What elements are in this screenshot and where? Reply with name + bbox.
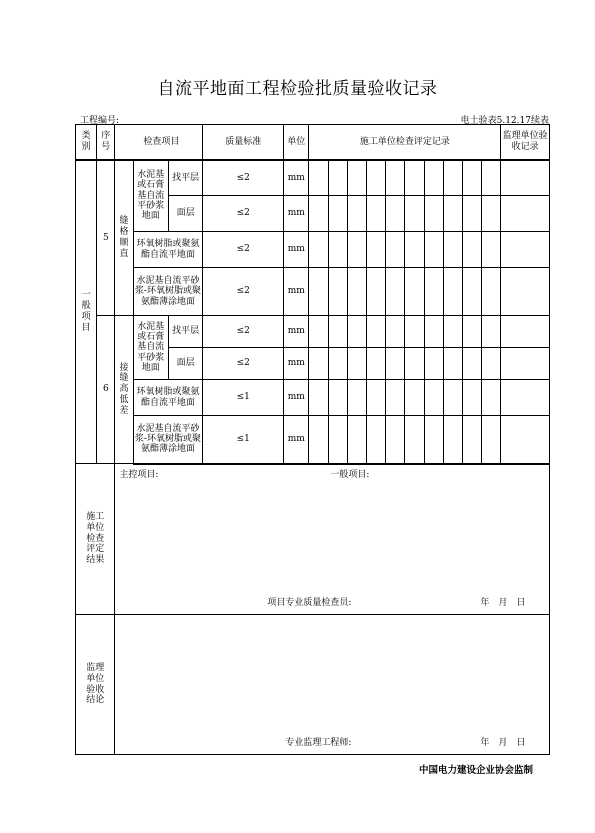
construction-result-label: 施工单位检查评定结果 (76, 464, 115, 615)
record-cell[interactable] (424, 348, 443, 380)
record-cell[interactable] (328, 232, 347, 268)
page-title: 自流平地面工程检验批质量验收记录 (157, 79, 438, 99)
record-cell[interactable] (347, 196, 366, 232)
item-cement-epoxy-thin-coat: 水泥基自流平砂浆-环氧树脂或聚氨酯薄涂地面 (133, 268, 203, 316)
record-cell[interactable] (309, 380, 328, 416)
supervision-conclusion-area[interactable] (115, 615, 550, 755)
record-cell[interactable] (443, 232, 462, 268)
category-general: 一般项目 (76, 160, 97, 464)
inspection-table (75, 124, 550, 755)
standard: ≤1 (203, 380, 284, 416)
record-cell[interactable] (309, 416, 328, 464)
record-cell[interactable] (386, 416, 405, 464)
footer-issuer: 中国电力建设企业协会监制 (418, 765, 533, 776)
record-cell[interactable] (386, 232, 405, 268)
record-cell[interactable] (328, 348, 347, 380)
standard: ≤2 (203, 316, 284, 348)
record-cell[interactable] (366, 416, 385, 464)
group-name-6: 接缝高低差 (115, 316, 133, 464)
standard: ≤1 (203, 416, 284, 464)
record-cell[interactable] (405, 196, 424, 232)
supervision-conclusion-label: 监理单位验收结论 (76, 615, 115, 755)
header-unit: 单位 (284, 125, 309, 160)
record-cell[interactable] (386, 348, 405, 380)
record-cell[interactable] (424, 232, 443, 268)
record-cell[interactable] (443, 380, 462, 416)
record-cell[interactable] (328, 316, 347, 348)
unit: mm (284, 160, 309, 196)
seq-6: 6 (97, 316, 115, 464)
item-cement-self-leveling: 水泥基或石膏基自流平砂浆地面 (133, 160, 168, 232)
supervision-cell[interactable] (501, 416, 550, 464)
record-cell[interactable] (482, 196, 501, 232)
record-cell[interactable] (482, 416, 501, 464)
record-cell[interactable] (405, 348, 424, 380)
record-cell[interactable] (366, 348, 385, 380)
supervision-cell[interactable] (501, 348, 550, 380)
sub-surface-layer: 面层 (168, 196, 202, 232)
record-cell[interactable] (424, 160, 443, 196)
record-cell[interactable] (443, 416, 462, 464)
record-cell[interactable] (328, 160, 347, 196)
unit: mm (284, 348, 309, 380)
form-code: 电土验表5.12.17续表 (460, 116, 549, 126)
record-cell[interactable] (309, 348, 328, 380)
record-cell[interactable] (309, 232, 328, 268)
record-cell[interactable] (424, 196, 443, 232)
item-epoxy-self-leveling: 环氧树脂或聚氨酯自流平地面 (133, 232, 203, 268)
record-cell[interactable] (328, 380, 347, 416)
record-cell[interactable] (347, 316, 366, 348)
record-cell[interactable] (462, 232, 481, 268)
record-cell[interactable] (405, 160, 424, 196)
record-cell[interactable] (443, 196, 462, 232)
record-cell[interactable] (366, 380, 385, 416)
record-cell[interactable] (328, 268, 347, 316)
unit: mm (284, 380, 309, 416)
seq-5: 5 (97, 160, 115, 316)
supervision-cell[interactable] (501, 160, 550, 196)
standard: ≤2 (203, 232, 284, 268)
record-cell[interactable] (482, 232, 501, 268)
record-cell[interactable] (366, 268, 385, 316)
construction-result-area[interactable] (115, 464, 550, 615)
supervision-cell[interactable] (501, 232, 550, 268)
supervision-cell[interactable] (501, 196, 550, 232)
standard: ≤2 (203, 348, 284, 380)
record-cell[interactable] (482, 316, 501, 348)
record-cell[interactable] (347, 268, 366, 316)
unit: mm (284, 316, 309, 348)
header-supervision-record: 监理单位验收记录 (501, 125, 550, 160)
record-cell[interactable] (424, 268, 443, 316)
record-cell[interactable] (462, 268, 481, 316)
supervision-cell[interactable] (501, 268, 550, 316)
sub-leveling-layer: 找平层 (168, 316, 202, 348)
record-cell[interactable] (462, 160, 481, 196)
standard: ≤2 (203, 196, 284, 232)
header-category: 类别 (76, 125, 97, 160)
record-cell[interactable] (443, 268, 462, 316)
supervision-cell[interactable] (501, 380, 550, 416)
record-cell[interactable] (443, 316, 462, 348)
record-cell[interactable] (366, 232, 385, 268)
supervision-engineer-label: 专业监理工程师: (285, 737, 352, 748)
record-cell[interactable] (386, 380, 405, 416)
record-cell[interactable] (309, 160, 328, 196)
record-cell[interactable] (347, 416, 366, 464)
record-cell[interactable] (386, 196, 405, 232)
record-cell[interactable] (366, 316, 385, 348)
main-items-label: 主控项目: (119, 469, 159, 480)
sub-surface-layer: 面层 (168, 348, 202, 380)
standard: ≤2 (203, 268, 284, 316)
unit: mm (284, 196, 309, 232)
project-number-label: 工程编号: (80, 116, 120, 126)
item-epoxy-self-leveling: 环氧树脂或聚氨酯自流平地面 (133, 380, 203, 416)
quality-inspector-label: 项目专业质量检查员: (267, 597, 352, 608)
unit: mm (284, 268, 309, 316)
unit: mm (284, 232, 309, 268)
record-cell[interactable] (482, 380, 501, 416)
record-cell[interactable] (386, 268, 405, 316)
record-cell[interactable] (386, 316, 405, 348)
record-cell[interactable] (366, 160, 385, 196)
record-cell[interactable] (482, 348, 501, 380)
record-cell[interactable] (366, 196, 385, 232)
supervision-cell[interactable] (501, 316, 550, 348)
record-cell[interactable] (347, 160, 366, 196)
record-cell[interactable] (424, 380, 443, 416)
record-cell[interactable] (405, 268, 424, 316)
unit: mm (284, 416, 309, 464)
record-cell[interactable] (424, 316, 443, 348)
record-cell[interactable] (347, 232, 366, 268)
record-cell[interactable] (424, 416, 443, 464)
record-cell[interactable] (462, 348, 481, 380)
record-cell[interactable] (328, 196, 347, 232)
date-label: 年 月 日 (480, 597, 526, 608)
header-construction-record: 施工单位检查评定记录 (309, 125, 501, 160)
date-label: 年 月 日 (480, 737, 526, 748)
header-seq: 序号 (97, 125, 115, 160)
item-cement-self-leveling: 水泥基或石膏基自流平砂浆地面 (133, 316, 168, 380)
record-cell[interactable] (309, 268, 328, 316)
group-name-5: 缝格顺直 (115, 160, 133, 316)
record-cell[interactable] (347, 348, 366, 380)
record-cell[interactable] (462, 380, 481, 416)
record-cell[interactable] (482, 268, 501, 316)
record-cell[interactable] (462, 196, 481, 232)
record-cell[interactable] (462, 316, 481, 348)
record-cell[interactable] (309, 196, 328, 232)
record-cell[interactable] (443, 160, 462, 196)
record-cell[interactable] (405, 416, 424, 464)
record-cell[interactable] (482, 160, 501, 196)
standard: ≤2 (203, 160, 284, 196)
record-cell[interactable] (405, 232, 424, 268)
record-cell[interactable] (462, 416, 481, 464)
record-cell[interactable] (347, 380, 366, 416)
record-cell[interactable] (386, 160, 405, 196)
header-check-item: 检查项目 (115, 125, 203, 160)
item-cement-epoxy-thin-coat: 水泥基自流平砂浆-环氧树脂或聚氨酯薄涂地面 (133, 416, 203, 464)
record-cell[interactable] (328, 416, 347, 464)
general-items-label: 一般项目: (330, 469, 370, 480)
record-cell[interactable] (443, 348, 462, 380)
record-cell[interactable] (405, 380, 424, 416)
record-cell[interactable] (309, 316, 328, 348)
sub-leveling-layer: 找平层 (168, 160, 202, 196)
record-cell[interactable] (405, 316, 424, 348)
header-standard: 质量标准 (203, 125, 284, 160)
